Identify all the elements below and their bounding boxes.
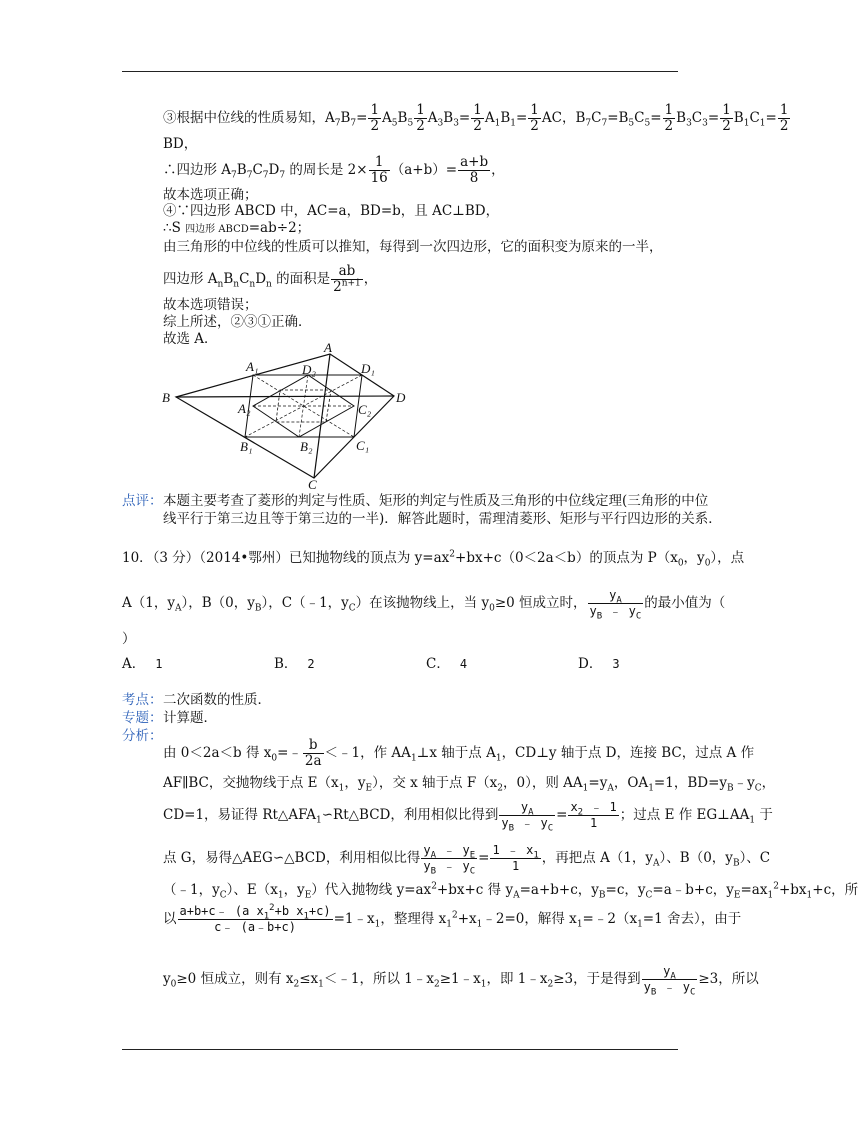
comment-text-1: 本题主要考查了菱形的判定与性质、矩形的判定与性质及三角形的中位线定理(三角形的中位 — [163, 493, 709, 509]
question-line-1: 10．（3 分）（2014•鄂州）已知抛物线的顶点为 $y=ax^2+bx+c(0<2a<b)$的顶点为 $P(x_0$，$y_0$），点 — [122, 549, 745, 569]
zhuanti-text: 计算题． — [163, 710, 217, 726]
label-A: A — [324, 340, 332, 355]
option-c-letter: C． — [426, 656, 450, 672]
top-rule — [122, 71, 678, 72]
comment-text-2: 线平行于第三边且等于第三边的一半)．解答此题时，需理清菱形、矩形与平行四边形的关系． — [163, 511, 722, 527]
option-b-letter: B． — [274, 656, 298, 672]
solution-line-3: ∴四边形 $A_7B_7C_7D_7$ 的周长是 2× $\frac{1}{16}$ （a+b）= $\frac{a+b}{8}$ ， — [163, 154, 505, 186]
solution-line-2: BD， — [163, 136, 198, 152]
analysis-p7: $y_0\ge 0$ 恒成立，则有 $x_2\le x_1<﹣1$，所以 $1﹣x_2\ge 1﹣x_1$，即 $1﹣x_2\ge 3$，于是得到 $\frac{y_A}{y_B ﹣ y_C}$ ≥3，所以 — [163, 964, 759, 998]
solution-line-4: 故本选项正确； — [163, 187, 258, 203]
comment-label: 点评： — [122, 493, 163, 509]
question-line-2: A（1，$y_A$），B（0，$y_B$），C（﹣1，$y_C$）在该抛物线上，当 $y_0\ge 0$ 恒成立时， $\frac{y_A}{y_B ﹣ y_C}$ 的最小值为（ — [122, 588, 726, 622]
option-d[interactable] — [578, 652, 620, 672]
analysis-p5: （﹣1，$y_C$）、$E(x_1$，$y_E$）代入抛物线 $y=ax^2+bx+c$ 得 $y_A=a+b+c$，$y_B=c$，$y_C=a﹣b+c$，$y_E=ax_1^2+bx_1+c$，所 — [163, 881, 858, 901]
label-D1: D₁ — [361, 361, 375, 376]
option-d-letter: D． — [578, 656, 603, 672]
analysis-p1: 由 0＜2a＜b 得 $x_0=﹣$ $\frac{b}{2a}$ ＜﹣1，作 $AA_1\perp x$ 轴于点 $A_1$，CD⊥y 轴于点 D，连接 BC，过点 A 作 — [163, 737, 755, 769]
label-C: C — [308, 477, 317, 492]
diagonal-ac — [314, 354, 330, 478]
analysis-p2: AF∥BC，交抛物线于点 $E(x_1$，$y_E$），交 x 轴于点 $F(x_2$，0），则 $AA_1=y_A$，$OA_1=1$，$BD=y_B﹣y_C$， — [163, 775, 776, 794]
option-c-value: 4 — [459, 657, 468, 671]
label-A1: A₁ — [246, 359, 259, 374]
solution-line-7: 由三角形的中位线的性质可以推知，每得到一次四边形，它的面积变为原来的一半， — [163, 239, 663, 255]
solution-line-10: 综上所述，②③①正确． — [163, 314, 312, 330]
label-C1: C₁ — [356, 438, 370, 453]
solution-line-6: ∴S 四边形 ABCD=ab÷2； — [163, 220, 311, 236]
solution-line-8: 四边形 $A_nB_nC_nD_n$ 的面积是 $\frac{ab}{2^{n+1}}$ ， — [163, 263, 378, 295]
analysis-p3: CD=1，易证得 $Rt\triangle AFA_1∽Rt\triangle BCD$，利用相似比得到 $\frac{y_A}{y_B ﹣ y_C}$ = $\frac{x_2 ﹣ 1}{1}$ ；过点 E 作 $EG\perp AA_1$ 于 — [163, 800, 773, 834]
kaodian-text: 二次函数的性质． — [163, 692, 271, 708]
solution-line-11: 故选 A． — [163, 331, 218, 347]
quadrilateral-diagram — [158, 342, 418, 490]
solution-line-9: 故本选项错误； — [163, 297, 258, 313]
option-a[interactable] — [122, 652, 162, 672]
analysis-p4: 点 G，易得△AEG∽△BCD，利用相似比得 $\frac{y_A ﹣ y_E}{y_B ﹣ y_C}$ = $\frac{1 ﹣ x_1}{1}$ ，再把点 A（1，$y_A$）、B（0，$y_B$）、C — [163, 843, 771, 877]
label-D: D — [396, 390, 406, 405]
option-b-value: 2 — [307, 657, 315, 671]
solution-line-5: ④∵四边形 ABCD 中，AC=a，BD=b，且 AC⊥BD， — [163, 203, 500, 219]
bottom-rule — [122, 1049, 678, 1050]
option-b[interactable] — [274, 652, 315, 672]
kaodian-label: 考点： — [122, 692, 163, 708]
label-A2: A₂ — [238, 401, 251, 416]
option-a-value: 1 — [155, 657, 163, 671]
label-B2: B₂ — [300, 439, 313, 454]
solution-line-1: ③根据中位线的性质易知，$A_7B_7=$ $\frac{1}{2}$ $A_5B_5$ $\frac{1}{2}$ $A_3B_3=$ $\frac{1}{2}$ $A_1B_1=$ $\frac{1}{2}$ AC，$B_7C_7=B_5C_5=$ $\frac{1}{2}$ $B_3C_3=$ $\frac{1}{2}$ $B_1C_1=$ $\frac{1}{2}$ — [163, 102, 789, 134]
option-a-letter: A． — [122, 656, 146, 672]
label-C2: C₂ — [358, 402, 372, 417]
analysis-p6: 以 $\frac{a+b+c﹣ (a x_1^2+b x_1+c)}{c﹣ (a﹣b+c)}$ $=1﹣x_1$，整理得 $x_1^2+x_1﹣2=0$，解得 $x_1=﹣2(x_1=1$ 舍去），由于 — [163, 903, 742, 934]
zhuanti-label: 专题： — [122, 710, 163, 726]
fenxi-label: 分析： — [122, 728, 163, 744]
question-line-3: ） — [122, 631, 136, 647]
label-B: B — [162, 390, 170, 405]
label-B1: B₁ — [240, 439, 253, 454]
label-D2: D₂ — [302, 362, 316, 377]
option-c[interactable] — [426, 652, 467, 672]
option-d-value: 3 — [612, 657, 620, 671]
diagonal-bd — [176, 396, 394, 397]
